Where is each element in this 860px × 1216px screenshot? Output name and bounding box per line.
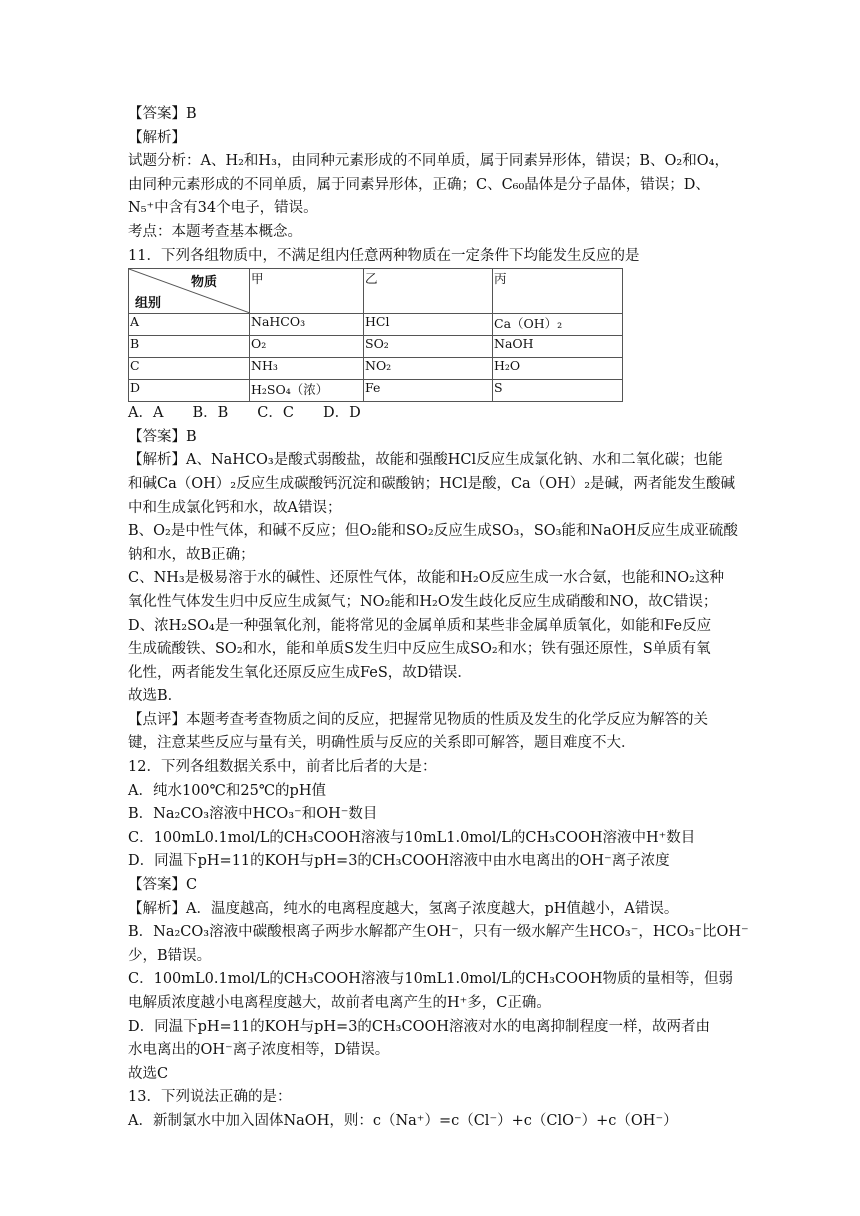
table-cell: NO₂ bbox=[364, 358, 493, 380]
table-cell: NaOH bbox=[493, 336, 623, 358]
q10-analysis-line: N₅⁺中含有34个电子，错误。 bbox=[128, 200, 318, 217]
q11-analysis-line: 中和生成氯化钙和水，故A错误； bbox=[128, 499, 342, 516]
header-cell: 丙 bbox=[493, 269, 623, 314]
q12-analysis-line: D．同温下pH=11的KOH与pH=3的CH₃COOH溶液对水的电离抑制程度一样，故两者由 bbox=[128, 1018, 710, 1035]
table-cell: SO₂ bbox=[364, 336, 493, 358]
table-cell: NH₃ bbox=[250, 358, 364, 380]
document-page bbox=[128, 103, 749, 1134]
q11-analysis-line: D、浓H₂SO₄是一种强氧化剂，能将常见的金属单质和某些非金属单质氧化，如能和Fe反应 bbox=[128, 617, 712, 634]
q12-analysis-line: 电解质浓度越小电离程度越大，故前者电离产生的H⁺多，C正确。 bbox=[128, 995, 551, 1011]
q13-question: 13．下列说法正确的是： bbox=[128, 1089, 292, 1106]
q11-analysis-line: B、O₂是中性气体，和碱不反应；但O₂能和SO₂反应生成SO₃，SO₃能和NaOH反应生成亚硫酸 bbox=[128, 523, 738, 540]
q12-analysis-line: 水电离出的OH⁻离子浓度相等，D错误。 bbox=[128, 1042, 390, 1059]
table-cell: Ca（OH）₂ bbox=[493, 314, 623, 336]
q11-comment-line: 键，注意某些反应与量有关，明确性质与反应的关系即可解答，题目难度不大． bbox=[128, 735, 636, 752]
q12-question: 12．下列各组数据关系中，前者比后者的大是： bbox=[128, 759, 437, 776]
q12-answer: 【答案】C bbox=[128, 877, 198, 894]
q11-analysis-line: 生成硫酸铁、SO₂和水，能和单质S发生归中反应生成SO₂和水；铁有强还原性，S单质有氧 bbox=[128, 641, 711, 658]
table-row bbox=[129, 336, 623, 358]
table-cell: H₂SO₄（浓） bbox=[250, 380, 364, 402]
q12-analysis-line: 少，B错误。 bbox=[128, 947, 212, 964]
header-substance: 物质 bbox=[190, 275, 217, 291]
q11-comment-line: 【点评】本题考查考查物质之间的反应，把握常见物质的性质及发生的化学反应为解答的关 bbox=[128, 711, 708, 728]
q13-option-a: A．新制氯水中加入固体NaOH，则：c（Na⁺）=c（Cl⁻）+c（ClO⁻）+c（OH⁻） bbox=[128, 1112, 678, 1129]
q10-analysis-line: 试题分析：A、H₂和H₃，由同种元素形成的不同单质，属于同素异形体，错误；B、O₂和O₄， bbox=[128, 153, 729, 170]
q11-options: A．A B．B C．C D．D bbox=[128, 405, 361, 422]
q11-analysis-line: 钠和水，故B正确； bbox=[128, 546, 255, 563]
table-cell: O₂ bbox=[250, 336, 364, 358]
table-row bbox=[129, 358, 623, 380]
q12-option: A．纯水100℃和25℃的pH值 bbox=[128, 782, 326, 799]
q12-option: B．Na₂CO₃溶液中HCO₃⁻和OH⁻数目 bbox=[128, 806, 378, 823]
q10-analysis-line: 由同种元素形成的不同单质，属于同素异形体，正确；C、C₆₀晶体是分子晶体，错误；D、 bbox=[128, 176, 710, 193]
q12-option: C．100mL0.1mol/L的CH₃COOH溶液与10mL1.0mol/L的CH₃COOH溶液中H⁺数目 bbox=[128, 829, 696, 846]
table-cell: H₂O bbox=[493, 358, 623, 380]
table-cell: B bbox=[129, 336, 250, 358]
table-row bbox=[129, 314, 623, 336]
header-cell: 乙 bbox=[364, 269, 493, 314]
q11-question: 11．下列各组物质中，不满足组内任意两种物质在一定条件下均能发生反应的是 bbox=[128, 247, 640, 264]
q10-topic: 考点：本题考查基本概念。 bbox=[128, 223, 302, 240]
header-group: 组别 bbox=[135, 296, 162, 312]
table-cell: A bbox=[129, 314, 250, 336]
diagonal-header-cell bbox=[129, 269, 250, 314]
table-row bbox=[129, 380, 623, 402]
q11-analysis-line: 化性，两者能发生氧化还原反应生成FeS，故D错误． bbox=[128, 664, 472, 681]
table-cell: HCl bbox=[364, 314, 493, 336]
q12-option: D．同温下pH=11的KOH与pH=3的CH₃COOH溶液中由水电离出的OH⁻离子浓度 bbox=[128, 853, 670, 870]
q11-analysis-line: 氧化性气体发生归中反应生成氮气；NO₂能和H₂O发生歧化反应生成硝酸和NO，故C错误； bbox=[128, 593, 718, 610]
table-cell: Fe bbox=[364, 380, 493, 402]
table-cell: NaHCO₃ bbox=[250, 314, 364, 336]
q12-analysis-line: 【解析】A．温度越高，纯水的电离程度越大，氢离子浓度越大，pH值越小，A错误。 bbox=[128, 900, 679, 917]
q12-analysis-line: B．Na₂CO₃溶液中碳酸根离子两步水解都产生OH⁻，只有一级水解产生HCO₃⁻，HCO₃⁻比OH⁻ bbox=[128, 924, 749, 941]
q10-answer: 【答案】B bbox=[128, 106, 197, 122]
q10-analysis-heading: 【解析】 bbox=[128, 129, 186, 146]
header-cell: 甲 bbox=[250, 269, 364, 314]
q11-analysis-line: 和碱Ca（OH）₂反应生成碳酸钙沉淀和碳酸钠；HCl是酸，Ca（OH）₂是碱，两者能发生酸碱 bbox=[128, 475, 736, 492]
q12-analysis-line: C．100mL0.1mol/L的CH₃COOH溶液与10mL1.0mol/L的CH₃COOH物质的量相等，但弱 bbox=[128, 971, 733, 988]
table-cell: D bbox=[129, 380, 250, 402]
q12-choice-line: 故选C bbox=[128, 1065, 169, 1082]
q11-analysis-line: 【解析】A、NaHCO₃是酸式弱酸盐，故能和强酸HCl反应生成氯化钠、水和二氧化碳；也能 bbox=[128, 452, 723, 469]
q11-choice-line: 故选B． bbox=[128, 688, 183, 705]
q11-analysis-line: C、NH₃是极易溶于水的碱性、还原性气体，故能和H₂O反应生成一水合氨，也能和NO₂这种 bbox=[128, 570, 724, 587]
table-cell: S bbox=[493, 380, 623, 402]
q11-table bbox=[128, 268, 623, 402]
q11-answer: 【答案】B bbox=[128, 428, 197, 445]
table-cell: C bbox=[129, 358, 250, 380]
table-header-row bbox=[129, 269, 623, 314]
